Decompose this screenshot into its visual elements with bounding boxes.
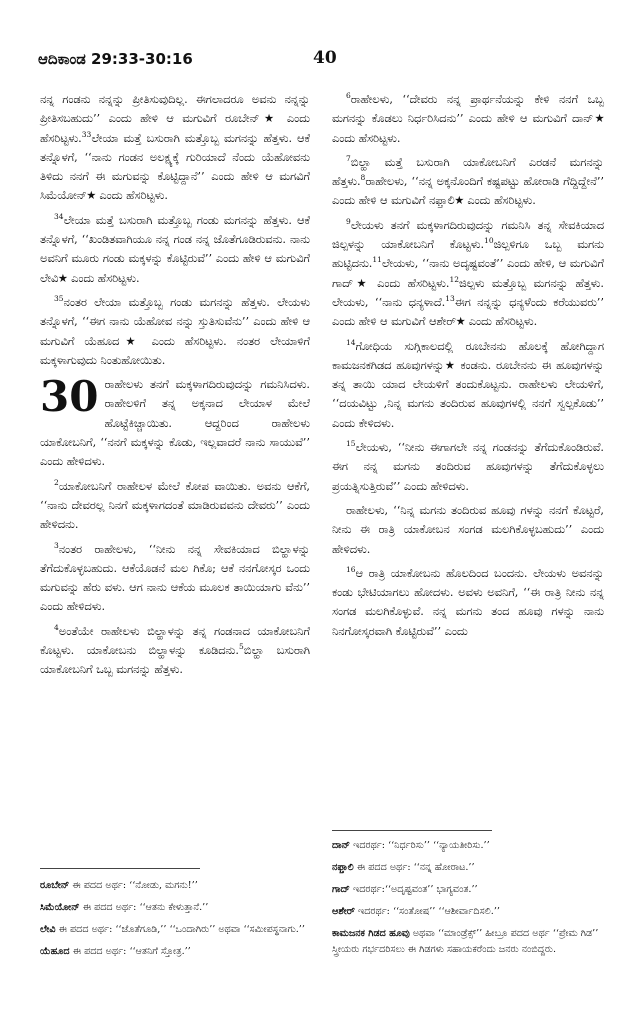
paragraph: ನನ್ನ ಗಂಡನು ನನ್ನನ್ನು ಪ್ರೀತಿಸುವುದಿಲ್ಲ. ಈಗಲಾದರೂ ಅವನು ನನ್ನನ್ನು ಪ್ರೀತಿಸಬಹುದು’’ ಎಂದು ಹೇಳಿ ಆ ಮಗುವಿಗೆ ರೂಬೇನ್★ ಎಂದು ಹೆಸರಿಟ್ಟಳು.$^{33}$ಲೇಯಾ ಮತ್ತೆ ಬಸುರಾಗಿ ಮತ್ತೊಬ್ಬ ಮಗನನ್ನು ಹೆತ್ತಳು. ಆಕೆ ತನ್ನೊಳಗೆ, ‘‘ನಾನು ಗಂಡನ ಅಲಕ್ಷ್ಯಕ್ಕೆ ಗುರಿಯಾದೆ ನೆಂದು ಯೆಹೋವನು ತಿಳಿದು ನನಗೆ ಈ ಮಗುವನ್ನು ಕೊಟ್ಟಿದ್ದಾನೆ’’ ಎಂದು ಹೇಳಿ ಆ ಮಗವಿಗೆ ಸಿಮೆಯೋನ್★ ಎಂದು ಹೆಸರಿಟ್ಟಳು. xyxy=(40,93,310,203)
verse-number: 2 xyxy=(54,477,59,487)
running-head: ಆದಿಕಾಂಡ 29:33-30:16 xyxy=(38,50,193,68)
verse-number: 33 xyxy=(81,129,92,139)
paragraph: $^{35}$ನಂತರ ಲೇಯಾ ಮತ್ತೊಬ್ಬ ಗಂಡು ಮಗನನ್ನು ಹೆತ್ತಳು. ಲೇಯಳು ತನ್ನೊಳಗೆ, ‘‘ಈಗ ನಾನು ಯೆಹೋವ ನನ್ನು ಸ್ತುತಿಸುವೆನು’’ ಎಂದು ಹೇಳಿ ಆ ಮಗುವಿಗೆ ಯೆಹೂದ★ ಎಂದು ಹೆಸರಿಟ್ಟಳು. ನಂತರ ಲೇಯಾಳಿಗೆ ಮಕ್ಕಳಾಗುವುದು ನಿಂತುಹೋಯಿತು. xyxy=(40,294,310,367)
verse-number: 16 xyxy=(346,565,356,575)
footnote: ನಫ್ತಾಲಿ ಈ ಪದದ ಅರ್ಥ: ‘‘ನನ್ನ ಹೋರಾಟ.’’ xyxy=(332,862,475,873)
verse-number: 5 xyxy=(239,642,244,652)
verse-number: 34 xyxy=(54,212,64,222)
verse-number: 7 xyxy=(346,154,351,164)
verse-number: 15 xyxy=(346,439,356,449)
verse-number: 12 xyxy=(449,274,459,284)
paragraph: $^{34}$ಲೇಯಾ ಮತ್ತೆ ಬಸುರಾಗಿ ಮತ್ತೊಬ್ಬ ಗಂಡು ಮಗನನ್ನು ಹೆತ್ತಳು. ಆಕೆ ತನ್ನೊಳಗೆ, ‘‘ಖಂಡಿತವಾಗಿಯೂ ನನ್ನ ಗಂಡ ನನ್ನ ಜೊತೆಗೂಡಿರುವನು. ನಾನು ಅವನಿಗೆ ಮೂರು ಗಂಡು ಮಕ್ಕಳನ್ನು ಕೊಟ್ಟಿರುವೆ’’ ಎಂದು ಹೇಳಿ ಆ ಮಗುವಿಗೆ ಲೇವಿ★ ಎಂದು ಹೆಸರಿಟ್ಟಳು. xyxy=(40,212,310,285)
verse-number: 3 xyxy=(54,540,59,550)
footnote: ಯೆಹೂದ ಈ ಪದದ ಅರ್ಥ: ‘‘ಆತನಿಗೆ ಸ್ತೋತ್ರ.’’ xyxy=(40,946,191,957)
footnote: ಗಾದ್ ಇದರರ್ಥ:‘‘ಅದೃಷ್ಟವಂತ’’ ಭಾಗ್ಯವಂತ.’’ xyxy=(332,884,478,895)
paragraph: $^{16}$ಆ ರಾತ್ರಿ ಯಾಕೋಬನು ಹೊಲದಿಂದ ಬಂದನು. ಲೇಯಳು ಅವನನ್ನು ಕಂಡು ಭೇಟಿಯಾಗಲು ಹೋದಳು. ಅವಳು ಅವನಿಗೆ, ‘‘ಈ ರಾತ್ರಿ ನೀನು ನನ್ನ ಸಂಗಡ ಮಲಗಿಕೊಳ್ಳುವೆ. ನನ್ನ ಮಗನು ತಂದ ಹೂವು ಗಳನ್ನು ನಾನು ನಿನಗೋಸ್ಕರವಾಗಿ ಕೊಟ್ಟಿರುವೆ’’ ಎಂದು xyxy=(332,565,604,638)
chapter-opening-paragraph: 30 ರಾಹೇಲಳು ತನಗೆ ಮಕ್ಕಳಾಗದಿರುವುದನ್ನು ಗಮನಿಸಿದಳು. ರಾಹೇಲಳಿಗೆ ತನ್ನ ಅಕ್ಕನಾದ ಲೇಯಾಳ ಮೇಲೆ ಹೊಟ್ಟೆಕಿಚ್ಚಾಯಿತು. ಆದ್ದರಿಂದ ರಾಹೇಲಳು ಯಾಕೋಬನಿಗೆ, ‘‘ನನಗೆ ಮಕ್ಕಳನ್ನು ಕೊಡು, ಇಲ್ಲವಾದರೆ ನಾನು ಸಾಯುವೆ’’ ಎಂದು ಹೇಳಿದಳು. xyxy=(40,372,310,469)
footnote-divider xyxy=(332,830,492,831)
footnote: ರೂಬೇನ್ ಈ ಪದದ ಅರ್ಥ: ‘‘ನೋಡು, ಮಗನು!’’ xyxy=(40,880,198,891)
paragraph: $^7$ಬಿಲ್ಹಾ ಮತ್ತೆ ಬಸುರಾಗಿ ಯಾಕೋಬನಿಗೆ ಎರಡನೆ ಮಗನನ್ನು ಹೆತ್ತಳು.$^8$ರಾಹೇಲಳು, ‘‘ನನ್ನ ಅಕ್ಕನೊಂದಿಗೆ ಕಷ್ಟಪಟ್ಟು ಹೋರಾಡಿ ಗೆದ್ದಿದ್ದೇನೆ’’ ಎಂದು ಹೇಳಿ ಆ ಮಗುವಿಗೆ ನಫ್ತಾಲಿ★ ಎಂದು ಹೆಸರಿಟ್ಟಳು. xyxy=(332,154,604,208)
verse-number: 6 xyxy=(346,91,351,101)
right-column xyxy=(332,90,604,646)
verse-number: 8 xyxy=(360,173,366,183)
paragraph: $^4$ಅಂತೆಯೇ ರಾಹೇಲಳು ಬಿಲ್ಹಾಳನ್ನು ತನ್ನ ಗಂಡನಾದ ಯಾಕೋಬನಿಗೆ ಕೊಟ್ಟಳು. ಯಾಕೋಬನು ಬಿಲ್ಹಾಳನ್ನು ಕೂಡಿದನು.$^5$ಬಿಲ್ಹಾ ಬಸುರಾಗಿ ಯಾಕೋಬನಿಗೆ ಒಬ್ಬ ಮಗನನ್ನು ಹೆತ್ತಳು. xyxy=(40,622,310,677)
page-number: 40 xyxy=(313,48,337,68)
chapter-number: 30 xyxy=(40,372,99,422)
footnotes-right xyxy=(332,838,604,964)
paragraph: $^{15}$ಲೇಯಳು, ‘‘ನೀನು ಈಗಾಗಲೇ ನನ್ನ ಗಂಡನನ್ನು ತೆಗೆದುಕೊಂಡಿರುವೆ. ಈಗ ನನ್ನ ಮಗನು ತಂದಿರುವ ಹೂವುಗಳನ್ನು ತೆಗೆದುಕೊಳ್ಳಲು ಪ್ರಯತ್ನಿಸುತ್ತಿರುವೆ’’ ಎಂದು ಹೇಳಿದಳು. xyxy=(332,439,604,493)
footnote: ದಾನ್ ಇದರರ್ಥ: ‘‘ನಿರ್ಧರಿಸು’’ ‘‘ನ್ಯಾಯತೀರಿಸು.’’ xyxy=(332,840,490,851)
paragraph: $^3$ನಂತರ ರಾಹೇಲಳು, ‘‘ನೀನು ನನ್ನ ಸೇವಕಿಯಾದ ಬಿಲ್ಹಾಳನ್ನು ತೆಗೆದುಕೊಳ್ಳಬಹುದು. ಆಕೆಯೊಡನೆ ಮಲ ಗಿಕೊ; ಆಕೆ ನನಗೋಸ್ಕರ ಒಂದು ಮಗುವನ್ನು ಹೆರು ವಳು. ಆಗ ನಾನು ಆಕೆಯ ಮೂಲಕ ತಾಯಿಯಾಗು ವೆನು’’ ಎಂದು ಹೇಳಿದಳು. xyxy=(40,540,310,614)
footnote: ಕಾಮಜನಕ ಗಿಡದ ಹೂವು ಅಥವಾ ‘‘ಮಾಂಡ್ರೆಕ್ಸ್’’ ಹೀಬ್ರೂ ಪದದ ಅರ್ಥ ‘‘ಪ್ರೇಮ ಗಿಡ’’ ಸ್ತ್ರೀಯರು ಗರ್ಭದರಿಸಲು ಈ ಗಿಡಗಳು ಸಹಾಯಕರೆಂದು ಜನರು ನಂಬಿದ್ದರು. xyxy=(332,928,599,955)
paragraph: ರಾಹೇಲಳು, ‘‘ನಿನ್ನ ಮಗನು ತಂದಿರುವ ಹೂವು ಗಳನ್ನು ನನಗೆ ಕೊಟ್ಟರೆ, ನೀನು ಈ ರಾತ್ರಿ ಯಾಕೋಬನ ಸಂಗಡ ಮಲಗಿಕೊಳ್ಳಬಹುದು’’ ಎಂದು ಹೇಳಿದಳು. xyxy=(332,503,604,556)
paragraph: $^{14}$ಗೋಧಿಯ ಸುಗ್ಗಿಕಾಲದಲ್ಲಿ ರೂಬೇನನು ಹೊಲಕ್ಕೆ ಹೋಗಿದ್ದಾಗ ಕಾಮಜನಕಗಿಡದ ಹೂವುಗಳನ್ನು★ ಕಂಡನು. ರೂಬೇನನು ಈ ಹೂವುಗಳನ್ನು ತನ್ನ ತಾಯಿ ಯಾದ ಲೇಯಳಿಗೆ ತಂದುಕೊಟ್ಟನು. ರಾಹೇಲಳು ಲೇಯಳಿಗೆ, ‘‘ದಯವಿಟ್ಟು ,ನಿನ್ನ ಮಗನು ತಂದಿರುವ ಹೂವುಗಳಲ್ಲಿ ನನಗೆ ಸ್ವಲ್ಪಕೊಡು’’ ಎಂದು ಕೇಳಿದಳು. xyxy=(332,337,604,430)
footnote: ಆಶೇರ್ ಇದರರ್ಥ: ‘‘ಸಂತೋಷ’’ ‘‘ಆಶೀರ್ವಾದಿಸಲಿ.’’ xyxy=(332,906,500,917)
verse-number: 35 xyxy=(54,294,64,304)
footnotes-left xyxy=(40,878,310,966)
verse-number: 14 xyxy=(346,337,356,347)
verse-number: 10 xyxy=(484,236,494,246)
left-column xyxy=(40,90,310,685)
footnote: ಲೇವಿ ಈ ಪದದ ಅರ್ಥ: ‘‘ಜೊತೆಗೂಡಿ,’’ ‘‘ಒಂದಾಗಿರು’’ ಅಥವಾ ‘‘ಸಮೀಪಸ್ಥನಾಗು.’’ xyxy=(40,924,305,935)
verse-number: 4 xyxy=(54,622,59,632)
page-header xyxy=(38,50,368,72)
verse-number: 11 xyxy=(372,255,382,265)
footnote: ಸಿಮೆಯೋನ್ ಈ ಪದದ ಅರ್ಥ: ‘‘ಆತನು ಕೇಳುತ್ತಾನೆ.’’ xyxy=(40,902,209,913)
footnote-divider xyxy=(40,868,200,869)
verse-number: 9 xyxy=(346,217,351,227)
paragraph: $^6$ರಾಹೇಲಳು, ‘‘ದೇವರು ನನ್ನ ಪ್ರಾರ್ಥನೆಯನ್ನು ಕೇಳಿ ನನಗೆ ಒಬ್ಬ ಮಗನನ್ನು ಕೊಡಲು ನಿರ್ಧರಿಸಿದನು’’ ಎಂದು ಹೇಳಿ ಆ ಮಗುವಿಗೆ ದಾನ್★ ಎಂದು ಹೆಸರಿಟ್ಟಳು. xyxy=(332,91,604,145)
verse-number: 13 xyxy=(445,294,455,304)
paragraph: $^9$ಲೇಯಳು ತನಗೆ ಮಕ್ಕಳಾಗದಿರುವುದನ್ನು ಗಮನಿಸಿ ತನ್ನ ಸೇವಕಿಯಾದ ಜಿಲ್ಪಳನ್ನು ಯಾಕೋಬನಿಗೆ ಕೊಟ್ಟಳು.$^{10}$ಜಿಲ್ಪಳಿಗೂ ಒಬ್ಬ ಮಗನು ಹುಟ್ಟಿದನು.$^{11}$ಲೇಯಳು, ‘‘ನಾನು ಅದೃಷ್ಟವಂತೆ’’ ಎಂದು ಹೇಳಿ, ಆ ಮಗುವಿಗೆ ಗಾದ್★ ಎಂದು ಹೆಸರಿಟ್ಟಳು.$^{12}$ಜಿಲ್ಪಳು ಮತ್ತೊಬ್ಬ ಮಗನನ್ನು ಹೆತ್ತಳು. ಲೇಯಳು, ‘‘ನಾನು ಧನ್ಯಳಾದೆ.$^{13}$ಈಗ ನನ್ನನ್ನು ಧನ್ಯಳೆಂದು ಕರೆಯುವರು’’ ಎಂದು ಹೇಳಿ ಆ ಮಗುವಿಗೆ ಆಶೇರ್★ ಎಂದು ಹೆಸರಿಟ್ಟಳು. xyxy=(332,217,605,329)
paragraph: $^2$ಯಾಕೋಬನಿಗೆ ರಾಹೇಲಳ ಮೇಲೆ ಕೋಪ ವಾಯಿತು. ಅವನು ಆಕೆಗೆ, ‘‘ನಾನು ದೇವರಲ್ಲ ನಿನಗೆ ಮಕ್ಕಳಾಗದಂತೆ ಮಾಡಿರುವವನು ದೇವರು’’ ಎಂದು ಹೇಳಿದನು. xyxy=(40,477,310,532)
